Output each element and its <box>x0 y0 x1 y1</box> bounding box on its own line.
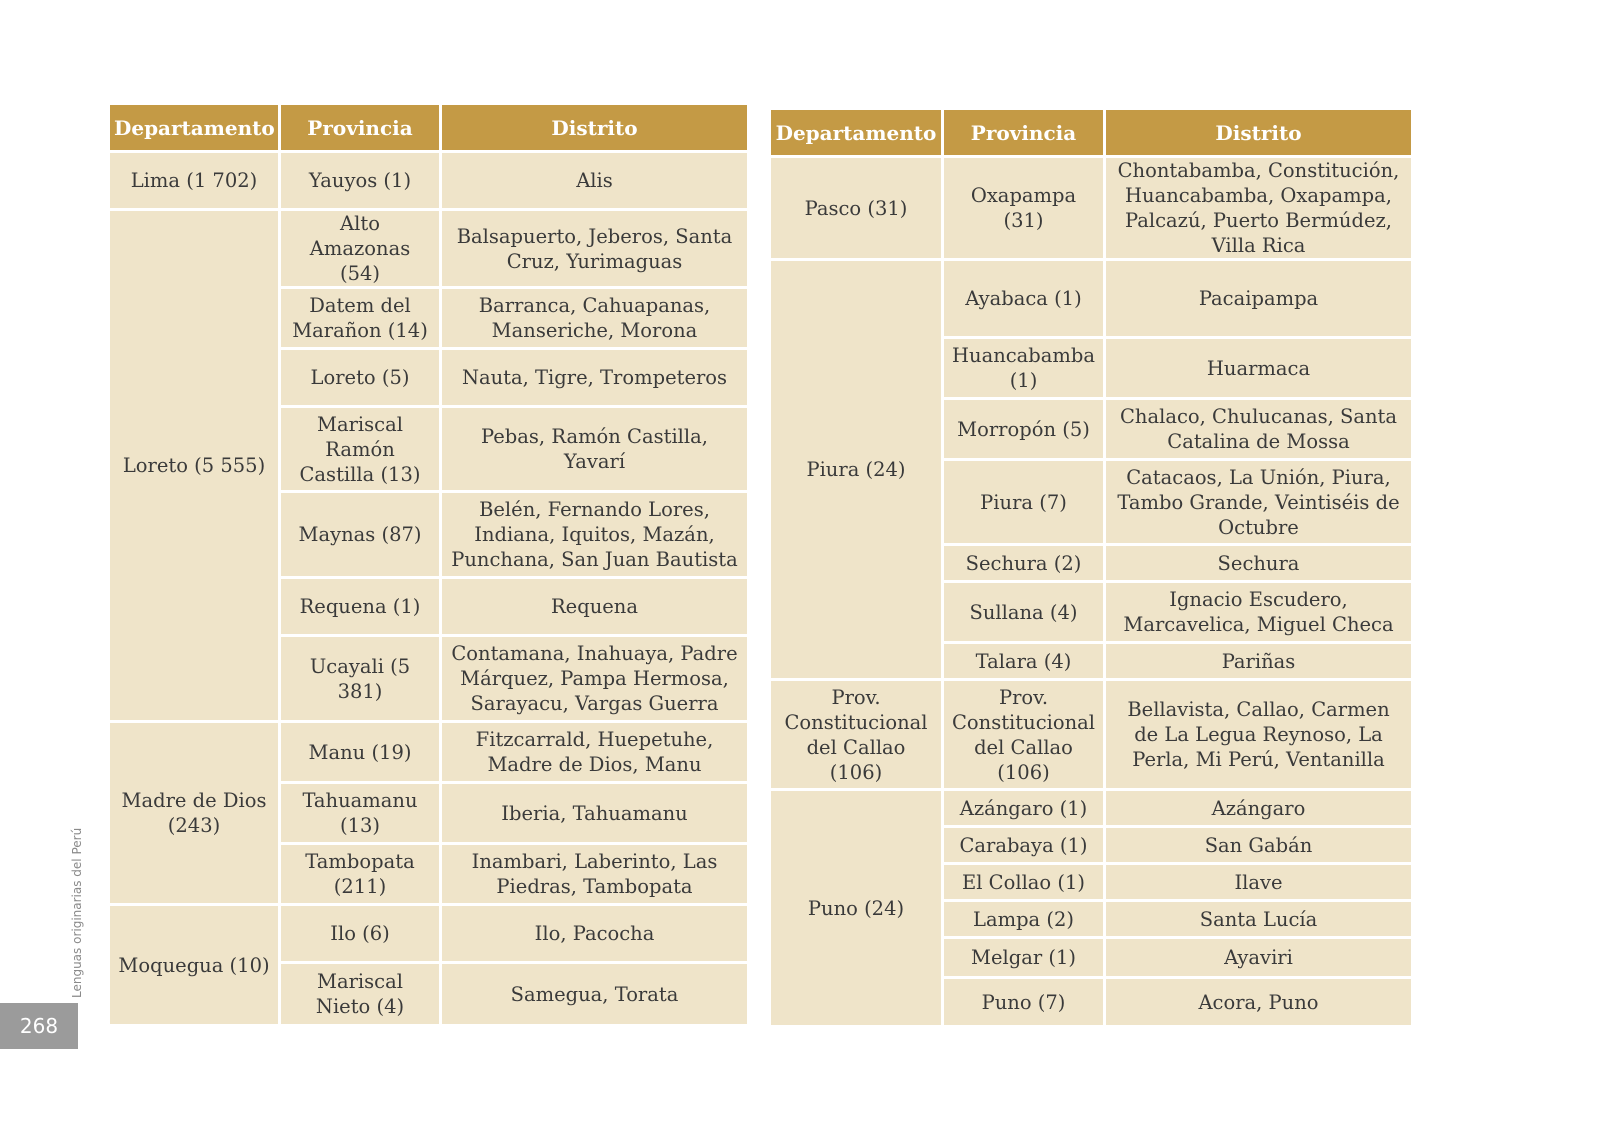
departamento-cell: Puno (24) <box>770 790 943 1027</box>
distrito-cell: Chalaco, Chulucanas, Santa Catalina de Mossa <box>1105 399 1413 460</box>
distrito-cell: Balsapuerto, Jeberos, Santa Cruz, Yurimaguas <box>441 210 749 288</box>
header-distrito: Distrito <box>1105 109 1413 157</box>
distrito-cell: Inambari, Laberinto, Las Piedras, Tambopata <box>441 844 749 905</box>
provincia-cell: El Collao (1) <box>943 864 1105 901</box>
provincia-cell: Melgar (1) <box>943 938 1105 978</box>
provincia-cell: Lampa (2) <box>943 901 1105 938</box>
provincia-cell: Requena (1) <box>280 578 441 636</box>
distrito-cell: Ignacio Escudero, Marcavelica, Miguel Checa <box>1105 582 1413 643</box>
distrito-cell: Pariñas <box>1105 643 1413 680</box>
table-row <box>109 905 749 963</box>
provincia-cell: Azángaro (1) <box>943 790 1105 827</box>
table-row <box>770 680 1413 790</box>
distrito-cell: Acora, Puno <box>1105 978 1413 1027</box>
distrito-cell: Iberia, Tahuamanu <box>441 783 749 844</box>
book-title-side-label: Lenguas originarias del Perú <box>70 827 84 998</box>
provincia-cell: Manu (19) <box>280 722 441 783</box>
provincia-cell: Oxapampa (31) <box>943 157 1105 260</box>
provincia-cell: Talara (4) <box>943 643 1105 680</box>
distrito-cell: Belén, Fernando Lores, Indiana, Iquitos, Mazán, Punchana, San Juan Bautista <box>441 492 749 578</box>
departamento-cell: Prov. Constitucional del Callao (106) <box>770 680 943 790</box>
departamento-cell: Lima (1 702) <box>109 152 280 210</box>
provincia-cell: Loreto (5) <box>280 349 441 407</box>
provincia-cell: Ucayali (5 381) <box>280 636 441 722</box>
distrito-cell: Ilo, Pacocha <box>441 905 749 963</box>
provincia-cell: Tahuamanu (13) <box>280 783 441 844</box>
provincia-cell: Sechura (2) <box>943 545 1105 582</box>
provincia-cell: Ilo (6) <box>280 905 441 963</box>
table-row <box>770 790 1413 827</box>
provincia-cell: Mariscal Ramón Castilla (13) <box>280 407 441 492</box>
distrito-cell: Sechura <box>1105 545 1413 582</box>
distrito-cell: Pebas, Ramón Castilla, Yavarí <box>441 407 749 492</box>
distrito-cell: Pacaipampa <box>1105 260 1413 338</box>
departamento-cell: Pasco (31) <box>770 157 943 260</box>
provincia-cell: Huancabamba (1) <box>943 338 1105 399</box>
provincia-cell: Datem del Marañon (14) <box>280 288 441 349</box>
distrito-cell: Contamana, Inahuaya, Padre Márquez, Pampa Hermosa, Sarayacu, Vargas Guerra <box>441 636 749 722</box>
provincia-cell: Prov. Constitucional del Callao (106) <box>943 680 1105 790</box>
distrito-cell: Samegua, Torata <box>441 963 749 1026</box>
distrito-cell: Santa Lucía <box>1105 901 1413 938</box>
table-row <box>109 722 749 783</box>
header-provincia: Provincia <box>943 109 1105 157</box>
provincia-cell: Mariscal Nieto (4) <box>280 963 441 1026</box>
distrito-cell: Catacaos, La Unión, Piura, Tambo Grande, Veintiséis de Octubre <box>1105 460 1413 545</box>
distrito-cell: Chontabamba, Constitución, Huancabamba, Oxapampa, Palcazú, Puerto Bermúdez, Villa Rica <box>1105 157 1413 260</box>
table-row <box>770 260 1413 338</box>
distrito-cell: Ilave <box>1105 864 1413 901</box>
provincia-cell: Sullana (4) <box>943 582 1105 643</box>
provincia-cell: Piura (7) <box>943 460 1105 545</box>
distrito-cell: Ayaviri <box>1105 938 1413 978</box>
departamento-cell: Moquegua (10) <box>109 905 280 1026</box>
provincia-cell: Maynas (87) <box>280 492 441 578</box>
table-row <box>109 210 749 288</box>
distrito-cell: Fitzcarrald, Huepetuhe, Madre de Dios, Manu <box>441 722 749 783</box>
provincia-cell: Alto Amazonas (54) <box>280 210 441 288</box>
distrito-cell: Bellavista, Callao, Carmen de La Legua Reynoso, La Perla, Mi Perú, Ventanilla <box>1105 680 1413 790</box>
provincia-cell: Ayabaca (1) <box>943 260 1105 338</box>
table-row <box>770 157 1413 260</box>
provincia-cell: Morropón (5) <box>943 399 1105 460</box>
provincia-cell: Carabaya (1) <box>943 827 1105 864</box>
distrito-cell: San Gabán <box>1105 827 1413 864</box>
header-provincia: Provincia <box>280 104 441 152</box>
header-departamento: Departamento <box>770 109 943 157</box>
provincia-cell: Puno (7) <box>943 978 1105 1027</box>
provincia-cell: Yauyos (1) <box>280 152 441 210</box>
distrito-cell: Azángaro <box>1105 790 1413 827</box>
provincia-cell: Tambopata (211) <box>280 844 441 905</box>
table-row <box>109 152 749 210</box>
distrito-cell: Requena <box>441 578 749 636</box>
distrito-cell: Alis <box>441 152 749 210</box>
distrito-cell: Huarmaca <box>1105 338 1413 399</box>
departamento-cell: Loreto (5 555) <box>109 210 280 722</box>
distrito-cell: Barranca, Cahuapanas, Manseriche, Morona <box>441 288 749 349</box>
table-left <box>107 102 750 1027</box>
departamento-cell: Piura (24) <box>770 260 943 680</box>
table-header-row <box>109 104 749 152</box>
page-number: 268 <box>0 1003 78 1049</box>
distrito-cell: Nauta, Tigre, Trompeteros <box>441 349 749 407</box>
departamento-cell: Madre de Dios (243) <box>109 722 280 905</box>
table-header-row <box>770 109 1413 157</box>
header-departamento: Departamento <box>109 104 280 152</box>
table-right <box>768 107 1414 1028</box>
header-distrito: Distrito <box>441 104 749 152</box>
